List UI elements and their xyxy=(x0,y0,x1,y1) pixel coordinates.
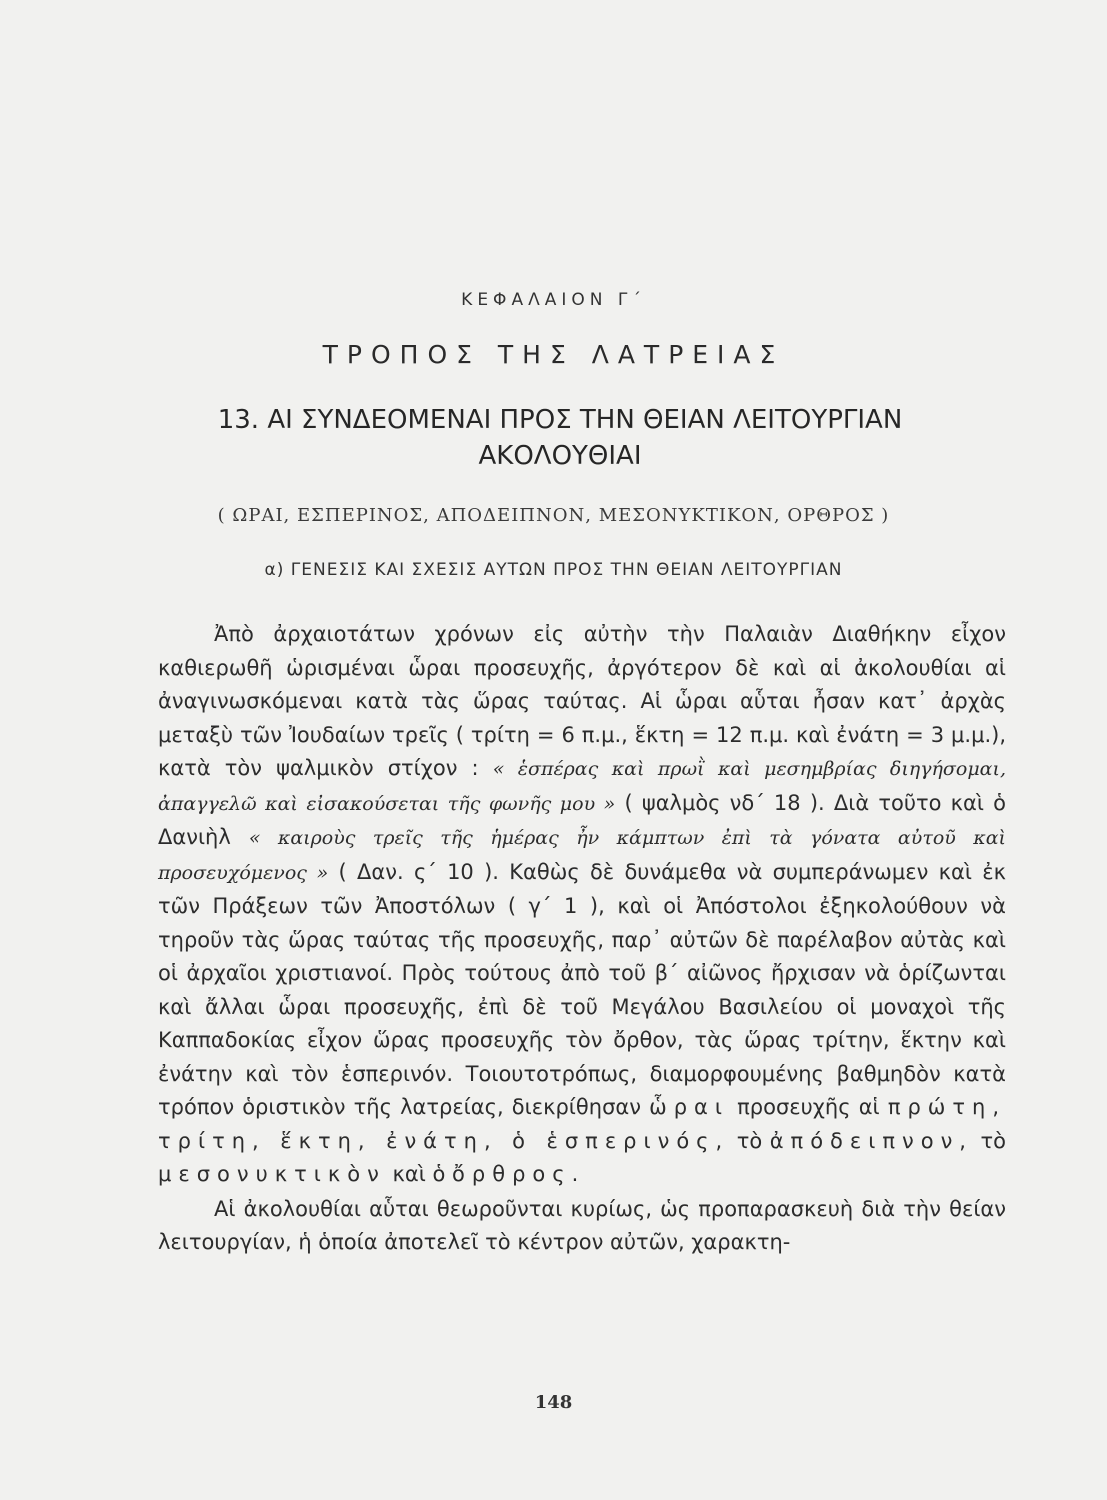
spaced-term-1: ὧραι xyxy=(649,1095,729,1119)
paragraph-1-part-5: τὸ xyxy=(729,1128,770,1153)
paragraph-1-part-4: προσευχῆς αἱ xyxy=(728,1095,888,1119)
paragraph-1-part-6: τὸ xyxy=(973,1128,1007,1153)
spaced-term-5: ὄρθρος. xyxy=(452,1162,586,1186)
spaced-term-3: ἀπόδειπνον, xyxy=(769,1128,973,1153)
section-subtitle: ( ΩΡΑΙ, ΕΣΠΕΡΙΝΟΣ, ΑΠΟΔΕΙΠΝΟΝ, ΜΕΣΟΝΥΚΤΙΚΟΝ, ΟΡΘΡΟΣ ) xyxy=(217,505,890,526)
paragraph-1-part-1: Ἀπὸ ἀρχαιοτάτων χρόνων εἰς αὐτὴν τὴν Παλαιὰν Διαθήκην εἶχον καθιερωθῆ ὡρισμέναι ὧραι προσευχῆς, ἀργότερον δὲ καὶ αἱ ἀκολουθίαι αἱ ἀναγινωσκόμεναι κατὰ τὰς ὥρας ταύτας. Αἱ ὧραι αὗται ἦσαν κατ᾽ ἀρχὰς μεταξὺ τῶν Ἰουδαίων τρεῖς ( τρίτη = 6 π.μ., ἕκτη = 12 π.μ. καὶ ἐνάτη = 3 μ.μ.), κατὰ τὸν ψαλμικὸν στίχον : xyxy=(158,622,1006,780)
paragraph-2-text: Αἱ ἀκολουθίαι αὗται θεωροῦνται κυρίως, ὡς προπαρασκευὴ διὰ τὴν θείαν λειτουργίαν, ἡ ὁποία ἀποτελεῖ τὸ κέντρον αὐτῶν, χαρακτη- xyxy=(158,1196,1006,1254)
chapter-title: ΤΡΟΠΟΣ ΤΗΣ ΛΑΤΡΕΙΑΣ xyxy=(322,340,785,369)
paragraph-1-part-3: ( Δαν. ς΄ 10 ). Καθὼς δὲ δυνάμεθα νὰ συμπεράνωμεν καὶ ἐκ τῶν Πράξεων τῶν Ἀποστόλων ( γ΄ 1 ), καὶ οἱ Ἀπόστολοι ἐξηκολούθουν νὰ τηροῦν τὰς ὥρας ταύτας τῆς προσευχῆς, παρ᾽ αὐτῶν δὲ παρέλαβον αὐτὰς καὶ οἱ ἀρχαῖοι χριστιανοί. Πρὸς τούτους ἀπὸ τοῦ β΄ αἰῶνος ἤρχισαν νὰ ὁρίζωνται καὶ ἄλλαι ὧραι προσευχῆς, ἐπὶ δὲ τοῦ Μεγάλου Βασιλείου οἱ μοναχοὶ τῆς Καππαδοκίας εἶχον ὥρας προσευχῆς τὸν ὄρθον, τὰς ὥρας τρίτην, ἕκτην καὶ ἐνάτην καὶ τὸν ἑσπερινόν. Τοιουτοτρόπως, διαμορφουμένης βαθμηδὸν κατὰ τρόπον ὁριστικὸν τῆς λατρείας, διεκρίθησαν xyxy=(158,859,1006,1119)
paragraph-2 xyxy=(158,1193,1006,1260)
paragraph-1-part-7: καὶ ὁ xyxy=(385,1162,453,1186)
body-text xyxy=(158,618,1006,1260)
section-title-line1: 13. ΑΙ ΣΥΝΔΕΟΜΕΝΑΙ ΠΡΟΣ ΤΗΝ ΘΕΙΑΝ ΛΕΙΤΟΥΡΓΙΑΝ xyxy=(217,405,903,435)
paragraph-1-part-2: ( ψαλμὸς νδ΄ 18 ). Διὰ τοῦτο καὶ ὁ Δανιὴλ xyxy=(158,790,1007,849)
subsection-title: α) ΓΕΝΕΣΙΣ ΚΑΙ ΣΧΕΣΙΣ ΑΥΤΩΝ ΠΡΟΣ ΤΗΝ ΘΕΙΑΝ ΛΕΙΤΟΥΡΓΙΑΝ xyxy=(264,560,843,580)
section-title-line2: ΑΚΟΛΟΥΘΙΑΙ xyxy=(478,441,642,471)
chapter-label: ΚΕΦΑΛΑΙΟΝ Γ΄ xyxy=(461,290,646,310)
page-number: 148 xyxy=(534,1392,573,1413)
section-title xyxy=(160,402,960,474)
paragraph-1 xyxy=(158,618,1006,1192)
psalm-quote: « ἑσπέρας καὶ πρωῒ καὶ μεσημβρίας διηγήσομαι, ἀπαγγελῶ καὶ εἰσακούσεται τῆς φωνῆς μου » xyxy=(158,758,1006,815)
daniel-quote: « καιροὺς τρεῖς τῆς ἡμέρας ἦν κάμπτων ἐπὶ τὰ γόνατα αὐτοῦ καὶ προσευχόμενος » xyxy=(158,827,1006,884)
spaced-term-4: μεσονυκτικὸν xyxy=(158,1162,386,1186)
spaced-term-2: πρώτη, τρίτη, ἕκτη, ἐνάτη, ὁ ἑσπερινός, xyxy=(158,1095,1006,1153)
